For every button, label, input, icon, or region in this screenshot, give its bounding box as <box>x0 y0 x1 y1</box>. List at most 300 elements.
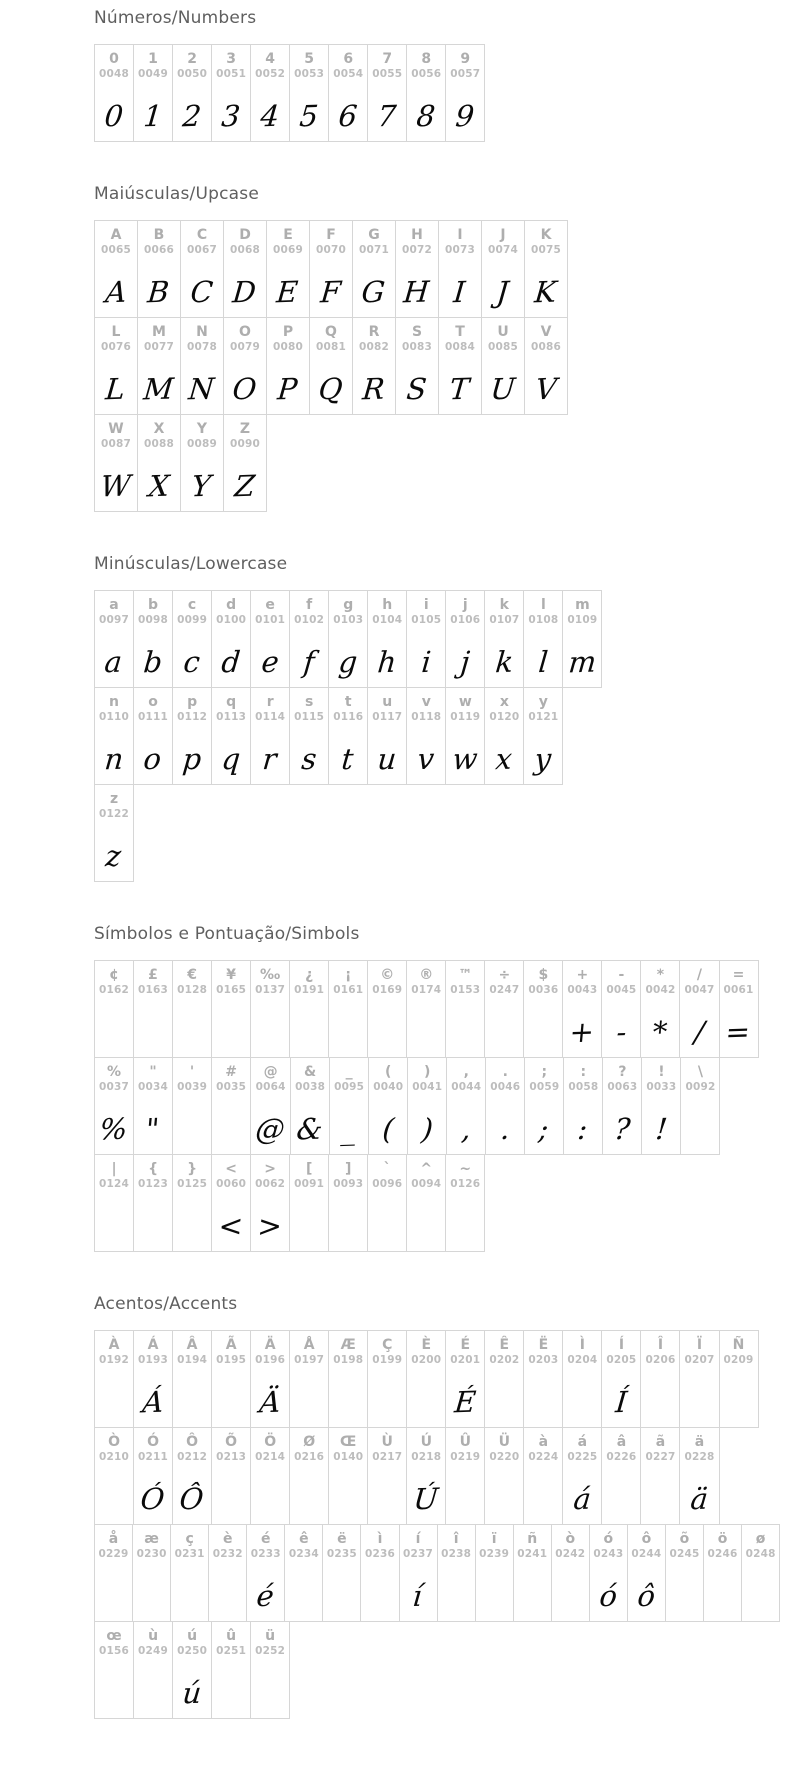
char-cell-head <box>441 221 479 259</box>
char-label: Z <box>239 421 251 437</box>
char-code: 0200 <box>411 1354 442 1366</box>
char-code: 0095 <box>334 1081 365 1093</box>
char-code: 0114 <box>255 711 286 723</box>
char-cell-head <box>173 1331 211 1369</box>
char-cell <box>524 317 568 415</box>
char-cell <box>601 1427 641 1525</box>
char-code: 0049 <box>138 68 169 80</box>
char-glyph: w <box>450 741 479 777</box>
char-code: 0109 <box>567 614 598 626</box>
char-code: 0096 <box>372 1178 403 1190</box>
char-code: 0199 <box>372 1354 403 1366</box>
char-glyph: D <box>231 274 258 310</box>
char-code: 0055 <box>372 68 403 80</box>
char-code: 0153 <box>450 984 481 996</box>
char-label: ¿ <box>305 967 314 983</box>
char-cell-head <box>290 45 328 83</box>
char-label: ä <box>694 1434 705 1450</box>
char-code: 0071 <box>358 244 390 256</box>
char-cell-head <box>437 1525 475 1563</box>
char-cell-head <box>446 688 484 726</box>
char-cell <box>133 1427 173 1525</box>
char-label: E <box>283 227 293 243</box>
char-label: Æ <box>340 1337 356 1353</box>
char-cell <box>250 1330 290 1428</box>
char-cell-head <box>665 1525 703 1563</box>
char-cell <box>367 687 407 785</box>
char-cell-head <box>680 961 718 999</box>
char-cell <box>172 687 212 785</box>
char-cell-head <box>641 961 679 999</box>
char-cell <box>719 960 759 1058</box>
char-cell <box>406 960 446 1058</box>
char-row <box>94 1621 780 1719</box>
char-label: " <box>149 1064 157 1080</box>
char-glyph: C <box>189 274 215 310</box>
char-cell <box>484 590 524 688</box>
char-code: 0075 <box>530 244 562 256</box>
char-glyph: 3 <box>219 98 242 134</box>
char-code: 0225 <box>567 1451 598 1463</box>
char-cell <box>250 687 290 785</box>
char-cell-head <box>183 318 221 356</box>
char-cell-head <box>212 1622 250 1660</box>
char-glyph: ä <box>688 1481 710 1517</box>
char-cell <box>266 220 310 318</box>
char-label: # <box>225 1064 237 1080</box>
char-glyph: N <box>187 371 216 407</box>
char-cell-head <box>446 1428 484 1466</box>
char-glyph: . <box>498 1111 512 1147</box>
char-cell-head <box>285 1525 323 1563</box>
char-cell-head <box>551 1525 589 1563</box>
char-glyph: , <box>459 1111 473 1147</box>
char-label: \ <box>697 1064 704 1080</box>
char-label: Ö <box>264 1434 277 1450</box>
char-cell-head <box>95 1622 133 1660</box>
char-glyph: n <box>102 741 125 777</box>
char-code: 0169 <box>372 984 403 996</box>
char-label: Ê <box>499 1337 510 1353</box>
char-label: L <box>111 324 121 340</box>
char-cell-head <box>329 591 367 629</box>
char-code: 0038 <box>295 1081 326 1093</box>
char-code: 0126 <box>450 1178 481 1190</box>
char-cell <box>211 960 251 1058</box>
char-cell-head <box>485 688 523 726</box>
char-label: à <box>538 1434 549 1450</box>
char-cell <box>562 1427 602 1525</box>
char-label: ? <box>618 1064 627 1080</box>
char-cell-head <box>251 45 289 83</box>
char-label: B <box>153 227 165 243</box>
char-label: ; <box>541 1064 548 1080</box>
section-lowercase <box>94 554 780 882</box>
char-code: 0111 <box>138 711 169 723</box>
char-label: Å <box>303 1337 315 1353</box>
char-label: ‰ <box>260 967 281 983</box>
char-cell-head <box>95 785 133 823</box>
char-code: 0105 <box>411 614 442 626</box>
char-cell <box>352 220 396 318</box>
char-cell-head <box>720 1331 758 1369</box>
char-cell <box>328 1330 368 1428</box>
char-label: C <box>196 227 208 243</box>
char-cell <box>250 1621 290 1719</box>
char-cell-head <box>484 318 522 356</box>
char-label: x <box>499 694 509 710</box>
char-cell <box>679 1330 719 1428</box>
char-cell <box>562 1330 602 1428</box>
char-cell <box>406 44 446 142</box>
char-code: 0102 <box>294 614 325 626</box>
char-label: Ï <box>696 1337 703 1353</box>
char-code: 0103 <box>333 614 364 626</box>
char-cell-head <box>251 688 289 726</box>
char-cell-head <box>97 221 135 259</box>
char-cell-head <box>525 1058 563 1096</box>
char-label: 9 <box>460 51 471 67</box>
char-row <box>94 44 780 142</box>
char-cell-head <box>704 1525 742 1563</box>
char-code: 0082 <box>358 341 390 353</box>
char-cell <box>132 1524 171 1622</box>
char-cell <box>513 1524 552 1622</box>
char-code: 0195 <box>216 1354 247 1366</box>
char-cell <box>211 687 251 785</box>
char-cell-head <box>95 1058 133 1096</box>
char-label: æ <box>144 1531 159 1547</box>
char-cell <box>133 1621 173 1719</box>
char-code: 0211 <box>138 1451 169 1463</box>
char-label: Ô <box>186 1434 199 1450</box>
char-label: Î <box>657 1337 664 1353</box>
char-cell <box>395 220 439 318</box>
char-cell <box>250 590 290 688</box>
char-label: Ø <box>303 1434 316 1450</box>
char-label: Ã <box>225 1337 237 1353</box>
char-cell <box>395 317 439 415</box>
char-cell <box>445 44 485 142</box>
char-label: r <box>266 694 274 710</box>
char-cell-head <box>407 1331 445 1369</box>
char-cell <box>406 590 446 688</box>
char-cell-head <box>603 1058 641 1096</box>
char-glyph: / <box>692 1014 706 1050</box>
char-label: ê <box>299 1531 309 1547</box>
char-code: 0206 <box>645 1354 676 1366</box>
char-cell <box>328 44 368 142</box>
char-cell-head <box>361 1525 399 1563</box>
char-cell-head <box>173 688 211 726</box>
char-cell <box>133 590 173 688</box>
char-cell-head <box>134 1331 172 1369</box>
char-cell-head <box>134 45 172 83</box>
char-glyph: 2 <box>180 98 203 134</box>
char-code: 0084 <box>444 341 476 353</box>
char-glyph: T <box>448 371 471 407</box>
char-code: 0116 <box>333 711 364 723</box>
char-label: £ <box>148 967 158 983</box>
char-code: 0041 <box>412 1081 443 1093</box>
char-row <box>94 317 780 415</box>
char-code: 0089 <box>186 438 218 450</box>
char-glyph: A <box>103 274 128 310</box>
char-code: 0051 <box>216 68 247 80</box>
char-code: 0043 <box>567 984 598 996</box>
char-glyph: c <box>182 644 202 680</box>
char-cell <box>407 1057 447 1155</box>
char-glyph: " <box>144 1111 161 1147</box>
section-numbers <box>94 8 780 142</box>
char-code: 0161 <box>333 984 364 996</box>
char-label: > <box>264 1161 276 1177</box>
char-cell-head <box>134 1058 172 1096</box>
char-cell <box>172 44 212 142</box>
char-code: 0045 <box>606 984 637 996</box>
char-label: Y <box>196 421 208 437</box>
char-label: è <box>222 1531 233 1547</box>
char-cell <box>180 220 224 318</box>
char-label: } <box>187 1161 198 1177</box>
char-glyph: L <box>104 371 127 407</box>
char-cell <box>172 590 212 688</box>
char-cell-head <box>475 1525 513 1563</box>
char-glyph: 5 <box>298 98 320 134</box>
char-cell-head <box>368 688 406 726</box>
char-glyph: Á <box>140 1384 165 1420</box>
char-cell-head <box>589 1525 627 1563</box>
char-label: 7 <box>382 51 393 67</box>
char-cell <box>250 1154 290 1252</box>
char-code: 0094 <box>411 1178 442 1190</box>
char-cell <box>329 1057 369 1155</box>
char-code: 0061 <box>723 984 754 996</box>
char-glyph: h <box>376 644 398 680</box>
char-code: 0058 <box>568 1081 599 1093</box>
char-glyph: t <box>340 741 356 777</box>
char-label: Ü <box>498 1434 511 1450</box>
char-glyph: Í <box>613 1384 629 1420</box>
char-row <box>94 590 780 688</box>
char-cell-head <box>134 1155 172 1193</box>
char-cell-head <box>212 45 250 83</box>
char-cell-head <box>212 688 250 726</box>
char-cell-head <box>95 1331 133 1369</box>
char-cell <box>367 1427 407 1525</box>
char-code: 0217 <box>372 1451 403 1463</box>
char-code: 0191 <box>294 984 325 996</box>
char-label: n <box>109 694 119 710</box>
char-glyph: 4 <box>259 98 281 134</box>
char-cell <box>602 1057 642 1155</box>
char-cell-head <box>641 1331 679 1369</box>
char-code: 0205 <box>606 1354 637 1366</box>
char-cell <box>445 687 485 785</box>
char-cell <box>524 1057 564 1155</box>
char-cell-head <box>133 1525 171 1563</box>
char-cell <box>266 317 310 415</box>
char-cell <box>137 220 181 318</box>
char-cell-head <box>399 1525 437 1563</box>
char-cell-head <box>446 961 484 999</box>
char-code: 0242 <box>555 1548 586 1560</box>
char-cell-head <box>226 221 264 259</box>
char-glyph: ú <box>180 1675 203 1711</box>
char-cell <box>352 317 396 415</box>
char-cell-head <box>251 591 289 629</box>
char-label: $ <box>538 967 549 983</box>
char-code: 0040 <box>373 1081 404 1093</box>
char-label: Ë <box>538 1337 549 1353</box>
char-label: ¢ <box>109 967 119 983</box>
char-code: 0124 <box>99 1178 130 1190</box>
char-cell <box>223 414 267 512</box>
char-cell <box>640 1330 680 1428</box>
char-label: < <box>225 1161 237 1177</box>
section-accents <box>94 1294 780 1719</box>
char-cell <box>94 784 134 882</box>
char-cell-head <box>355 318 393 356</box>
char-cell <box>137 414 181 512</box>
char-cell-head <box>369 1058 407 1096</box>
char-cell-head <box>524 1331 562 1369</box>
char-label: ! <box>658 1064 665 1080</box>
char-code: 0196 <box>255 1354 286 1366</box>
char-cell <box>223 317 267 415</box>
char-glyph: & <box>295 1111 325 1147</box>
char-label: ö <box>717 1531 728 1547</box>
char-glyph: ! <box>653 1111 669 1147</box>
char-label: @ <box>263 1064 278 1080</box>
char-cell <box>551 1524 590 1622</box>
char-code: 0097 <box>99 614 130 626</box>
char-cell <box>367 44 407 142</box>
char-label: G <box>368 227 380 243</box>
char-cell-head <box>602 961 640 999</box>
char-code: 0219 <box>450 1451 481 1463</box>
char-label: f <box>306 597 313 613</box>
section-title-symbols: Símbolos e Pontuação/Simbols <box>94 924 360 944</box>
char-cell-head <box>446 1331 484 1369</box>
char-code: 0207 <box>684 1354 715 1366</box>
char-code: 0064 <box>255 1081 286 1093</box>
char-cell <box>367 1330 407 1428</box>
char-code: 0251 <box>216 1645 247 1657</box>
char-cell <box>289 1154 329 1252</box>
char-cell-head <box>485 1331 523 1369</box>
char-label: K <box>540 227 552 243</box>
char-glyph: b <box>141 644 164 680</box>
char-code: 0110 <box>99 711 130 723</box>
char-glyph: < <box>217 1208 245 1244</box>
char-label: D <box>239 227 251 243</box>
char-glyph: o <box>142 741 163 777</box>
char-cell <box>523 590 563 688</box>
char-glyph: H <box>402 274 431 310</box>
char-code: 0201 <box>450 1354 481 1366</box>
char-glyph: p <box>180 741 203 777</box>
char-code: 0062 <box>255 1178 286 1190</box>
char-glyph: O <box>231 371 259 407</box>
char-cell-head <box>407 45 445 83</box>
char-cell-head <box>134 591 172 629</box>
char-cell-head <box>209 1525 247 1563</box>
char-label: s <box>305 694 314 710</box>
char-code: 0197 <box>294 1354 325 1366</box>
char-glyph: Z <box>233 468 257 504</box>
char-label: t <box>344 694 352 710</box>
char-cell <box>289 1427 329 1525</box>
char-label: . <box>502 1064 508 1080</box>
char-cell-head <box>368 1331 406 1369</box>
char-cell-head <box>563 1428 601 1466</box>
char-cell-head <box>226 415 264 453</box>
char-code: 0090 <box>229 438 261 450</box>
char-code: 0117 <box>372 711 403 723</box>
char-cell-head <box>368 45 406 83</box>
char-code: 0123 <box>138 1178 169 1190</box>
char-row <box>94 414 780 512</box>
char-cell <box>133 44 173 142</box>
char-label: d <box>226 597 237 613</box>
char-code: 0112 <box>177 711 208 723</box>
char-glyph: + <box>568 1014 596 1050</box>
char-cell-head <box>140 415 178 453</box>
char-glyph: @ <box>254 1111 287 1147</box>
char-code: 0088 <box>143 438 175 450</box>
char-code: 0053 <box>294 68 325 80</box>
char-label: ì <box>377 1531 383 1547</box>
char-code: 0042 <box>645 984 676 996</box>
char-code: 0093 <box>333 1178 364 1190</box>
char-cell <box>328 590 368 688</box>
char-cell-head <box>329 1331 367 1369</box>
char-cell <box>133 1154 173 1252</box>
char-cell <box>289 687 329 785</box>
char-cell-head <box>720 961 758 999</box>
char-cell-head <box>183 221 221 259</box>
char-cell-head <box>290 1155 328 1193</box>
char-glyph: z <box>104 838 123 874</box>
char-code: 0074 <box>487 244 519 256</box>
char-cell-head <box>368 591 406 629</box>
char-label: Ñ <box>732 1337 745 1353</box>
char-cell <box>703 1524 742 1622</box>
char-code: 0052 <box>255 68 286 80</box>
char-code: 0050 <box>177 68 208 80</box>
char-cell <box>328 687 368 785</box>
char-cell-head <box>173 1622 211 1660</box>
char-glyph: y <box>533 741 553 777</box>
char-cell-head <box>183 415 221 453</box>
char-code: 0140 <box>333 1451 364 1463</box>
char-cell-head <box>290 1331 328 1369</box>
char-code: 0054 <box>333 68 364 80</box>
char-cell <box>741 1524 780 1622</box>
char-label: ç <box>185 1531 194 1547</box>
char-code: 0080 <box>272 341 304 353</box>
char-code: 0243 <box>593 1548 624 1560</box>
char-code: 0037 <box>99 1081 130 1093</box>
char-cell-head <box>97 318 135 356</box>
char-cell-head <box>269 318 307 356</box>
char-cell <box>562 590 602 688</box>
char-code: 0046 <box>490 1081 521 1093</box>
char-label: | <box>111 1161 117 1177</box>
char-label: J <box>500 227 506 243</box>
char-cell-head <box>329 688 367 726</box>
